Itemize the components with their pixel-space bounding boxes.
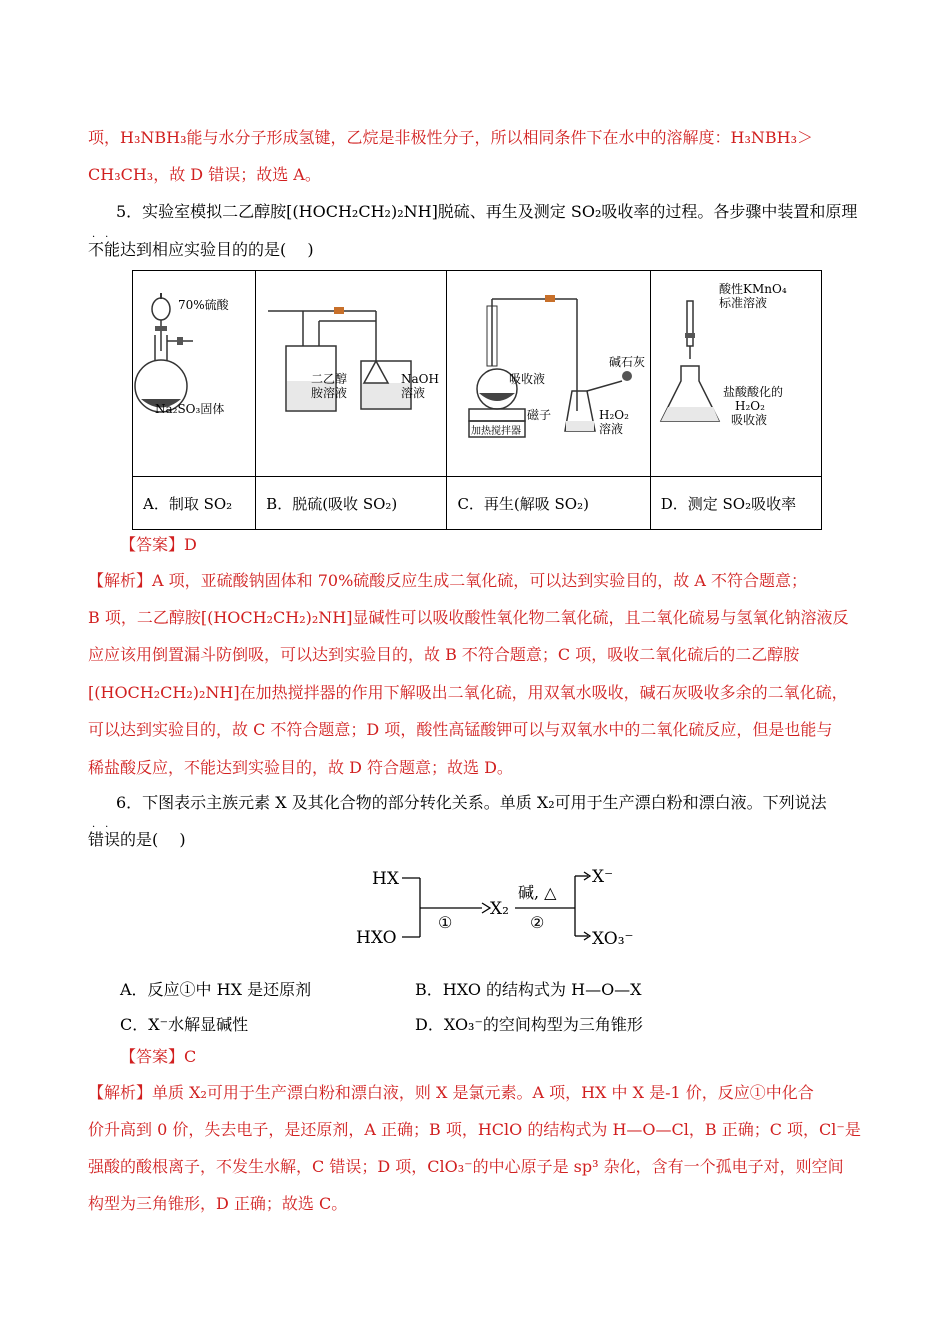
- conversion-diagram: [350, 858, 640, 958]
- q6-analysis-1: 【解析】单质 X₂可用于生产漂白粉和漂白液，则 X 是氯元素。A 项，HX 中 X 是-1 价，反应①中化合: [88, 1083, 814, 1102]
- q6-stem-line-1: 6．下图表示主族元素 X 及其化合物的部分转化关系。单质 X₂可用于生产漂白粉和漂白液。下列说法: [116, 793, 827, 812]
- caption-d: D．测定 SO₂吸收率: [650, 477, 821, 530]
- label-70-sulfuric-acid: 70%硫酸: [178, 298, 229, 312]
- q5-analysis-2: B 项，二乙醇胺[(HOCH₂CH₂)₂NH]显碱性可以吸收酸性氧化物二氧化硫，且二氧化硫易与氢氧化钠溶液反: [88, 608, 849, 627]
- label-naoh-2: 溶液: [401, 386, 426, 400]
- apparatus-a: [133, 271, 256, 477]
- apparatus-c: [447, 271, 650, 477]
- q6-option-b: B．HXO 的结构式为 H—O—X: [415, 980, 642, 999]
- node-hx: HX: [372, 869, 399, 889]
- label-kmno4-2: 标准溶液: [718, 296, 767, 310]
- label-na2so3-solid: Na₂SO₃固体: [155, 402, 225, 416]
- label-liquid-1: 盐酸酸化的: [722, 385, 783, 399]
- q5-stem-line-1: 5．实验室模拟二乙醇胺[(HOCH₂CH₂)₂NH]脱硫、再生及测定 SO₂吸收率的过程。各步骤中装置和原理: [116, 202, 858, 221]
- q6-stem-line-2: [88, 822, 186, 850]
- prev-analysis-line-1: 项，H₃NBH₃能与水分子形成氢键，乙烷是非极性分子，所以相同条件下在水中的溶解度：H₃NBH₃＞: [88, 128, 813, 147]
- apparatus-table: [132, 270, 822, 530]
- apparatus-b: [256, 271, 447, 477]
- q6-option-a: A．反应①中 HX 是还原剂: [120, 980, 312, 999]
- step-1-label: ①: [438, 913, 453, 932]
- q5-analysis-3: 应应该用倒置漏斗防倒吸，可以达到实验目的，故 B 不符合题意；C 项，吸收二氧化硫后的二乙醇胺: [88, 645, 800, 664]
- q5-stem-line-2: [88, 232, 314, 260]
- label-amine-2: 胺溶液: [311, 386, 348, 400]
- node-hxo: HXO: [356, 928, 397, 948]
- q5-stem-text: 不能达到相应实验目的的是( ): [88, 240, 314, 259]
- node-x2: X₂: [490, 899, 509, 919]
- emphasis-dots: · ·: [92, 232, 109, 243]
- label-liquid-2: H₂O₂: [734, 399, 765, 413]
- q5-analysis-5: 可以达到实验目的，故 C 不符合题意；D 项，酸性高锰酸钾可以与双氧水中的二氧化硫反应，但是也能与: [88, 720, 833, 739]
- label-stirrer: 加热搅拌器: [471, 426, 522, 437]
- step-2-label: ②: [530, 913, 545, 932]
- q6-answer: 【答案】C: [120, 1047, 197, 1066]
- q5-analysis-1: 【解析】A 项，亚硫酸钠固体和 70%硫酸反应生成二氧化硫，可以达到实验目的，故 A 不符合题意；: [88, 571, 808, 590]
- caption-b: B．脱硫(吸收 SO₂): [256, 477, 447, 530]
- q5-analysis-6: 稀盐酸反应，不能达到实验目的，故 D 符合题意；故选 D。: [88, 758, 513, 777]
- prev-analysis-line-2: CH₃CH₃，故 D 错误；故选 A。: [88, 165, 321, 184]
- label-naoh-1: NaOH: [401, 372, 440, 386]
- label-absorb-liquid: 吸收液: [509, 372, 546, 386]
- q6-analysis-4: 构型为三角锥形，D 正确；故选 C。: [88, 1194, 348, 1213]
- caption-c: C．再生(解吸 SO₂): [447, 477, 650, 530]
- q6-analysis-2: 价升高到 0 价，失去电子，是还原剂，A 正确；B 项，HClO 的结构式为 H—O—Cl，B 正确；C 项，Cl⁻是: [88, 1120, 861, 1139]
- q6-option-c: C．X⁻水解显碱性: [120, 1015, 249, 1034]
- q6-option-d: D．XO₃⁻的空间构型为三角锥形: [415, 1015, 643, 1034]
- q5-answer: 【答案】D: [120, 535, 197, 554]
- label-liquid-3: 吸收液: [730, 413, 767, 427]
- condition-label: 碱, △: [518, 883, 557, 902]
- node-xo3: XO₃⁻: [592, 929, 634, 949]
- q6-analysis-3: 强酸的酸根离子，不发生水解，C 错误；D 项，ClO₃⁻的中心原子是 sp³ 杂化，含有一个孤电子对，则空间: [88, 1157, 844, 1176]
- label-amine-1: 二乙醇: [311, 372, 348, 386]
- apparatus-d: [650, 271, 821, 477]
- label-magnet: 磁子: [527, 408, 552, 422]
- emphasis-dots: · ·: [92, 822, 109, 833]
- q6-stem-text: 错误的是( ): [88, 830, 186, 849]
- caption-a: A．制取 SO₂: [133, 477, 256, 530]
- q5-analysis-4: [(HOCH₂CH₂)₂NH]在加热搅拌器的作用下解吸出二氧化硫，用双氧水吸收，碱石灰吸收多余的二氧化硫，: [88, 683, 848, 702]
- label-kmno4-1: 酸性KMnO₄: [718, 282, 787, 296]
- label-soda-lime: 碱石灰: [609, 355, 646, 369]
- node-x-minus: X⁻: [592, 867, 614, 887]
- label-h2o2-2: 溶液: [599, 422, 624, 436]
- label-h2o2-1: H₂O₂: [599, 408, 630, 422]
